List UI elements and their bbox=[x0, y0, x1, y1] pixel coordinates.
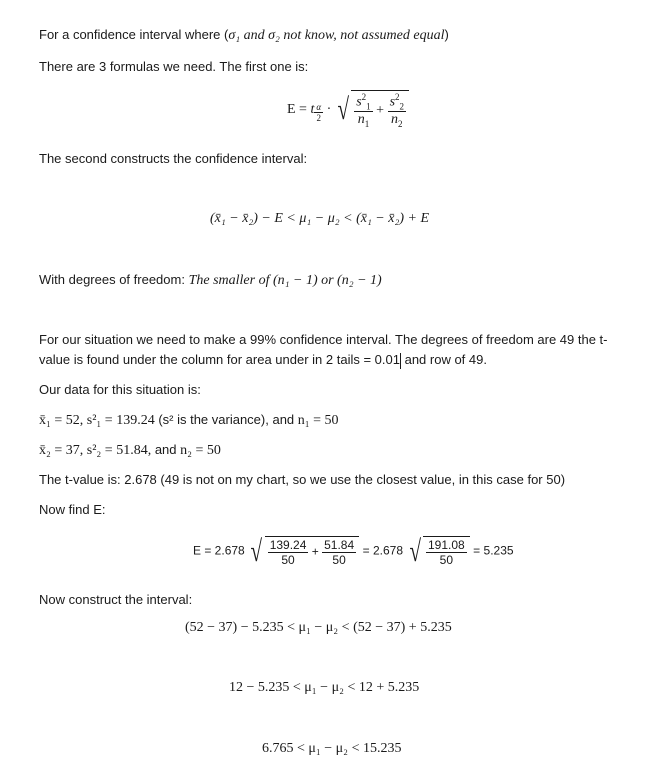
formula-e-t: t bbox=[310, 101, 315, 117]
formula-e bbox=[287, 90, 409, 129]
find-e-label: Now find E: bbox=[39, 502, 106, 517]
data-line-2: x̄₂ = 37, s²₂ = 51.84, and n₂ = 50 bbox=[39, 442, 221, 458]
s2-over-n2: $\frac{s^2_2}{n_2}$ bbox=[389, 92, 405, 130]
s1-over-n1: $\frac{s^2_1}{n_1}$ bbox=[356, 92, 371, 130]
second-label: The second constructs the confidence interval: bbox=[39, 151, 308, 166]
intro-line-1 bbox=[39, 27, 449, 44]
formula-e-lhs: E = bbox=[287, 101, 311, 117]
construct-label: Now construct the interval: bbox=[39, 592, 193, 607]
intro-line-2: There are 3 formulas we need. The first one is: bbox=[39, 59, 309, 74]
t-value-line: The t-value is: 2.678 (49 is not on my chart, so we use the closest value, in this case for 50) bbox=[39, 472, 566, 487]
situation-line-2: value is found under the column for area under in 2 tails = 0.01 and row of 49. bbox=[39, 352, 487, 367]
interval-formula: (x̄₁ − x̄₂) − E < μ₁ − μ₂ < (x̄₁ − x̄₂) + E bbox=[210, 211, 429, 226]
situation-line-1: For our situation we need to make a 99% confidence interval. The degrees of freedom are 49 the t- bbox=[39, 332, 608, 347]
intro-math: σ₁ and σ₂ not know, not assumed equal bbox=[228, 28, 445, 43]
calc-e-result: = 5.235 bbox=[473, 543, 514, 558]
formula-e-sqrt: √ $\frac{s^2_1}{n_1}$ + $\frac{s^2_2}{n_2}$ bbox=[335, 90, 409, 129]
dof-math: The smaller of (n₁ − 1) or (n₂ − 1) bbox=[188, 273, 382, 288]
formula-e-dot: · bbox=[323, 101, 335, 117]
interval-step-1: (52 − 37) − 5.235 < μ₁ − μ₂ < (52 − 37) + 5.235 bbox=[185, 620, 452, 635]
interval-step-2: 12 − 5.235 < μ₁ − μ₂ < 12 + 5.235 bbox=[229, 680, 420, 695]
degrees-of-freedom: With degrees of freedom: The smaller of (n₁ − 1) or (n₂ − 1) bbox=[39, 272, 382, 288]
calc-e bbox=[193, 536, 514, 567]
calc-e-mid: = 2.678 bbox=[362, 543, 403, 558]
calc-e-sqrt-1: √ $\frac{139.24}{50}$ + $\frac{51.84}{50}$ bbox=[248, 536, 359, 567]
intro-prefix: For a confidence interval where ( bbox=[39, 27, 229, 42]
data-label: Our data for this situation is: bbox=[39, 382, 201, 397]
calc-e-sqrt-2: √ $\frac{191.08}{50}$ bbox=[407, 536, 470, 567]
calc-e-lhs: E = 2.678 bbox=[193, 543, 245, 558]
alpha-over-two: $\frac{\alpha}{2}$ bbox=[316, 101, 322, 123]
interval-result: 6.765 < μ₁ − μ₂ < 15.235 bbox=[262, 741, 402, 756]
intro-suffix: ) bbox=[444, 27, 449, 42]
data-line-1: x̄₁ = 52, s²₁ = 139.24 (s² is the variance), and n₁ = 50 bbox=[39, 412, 339, 428]
